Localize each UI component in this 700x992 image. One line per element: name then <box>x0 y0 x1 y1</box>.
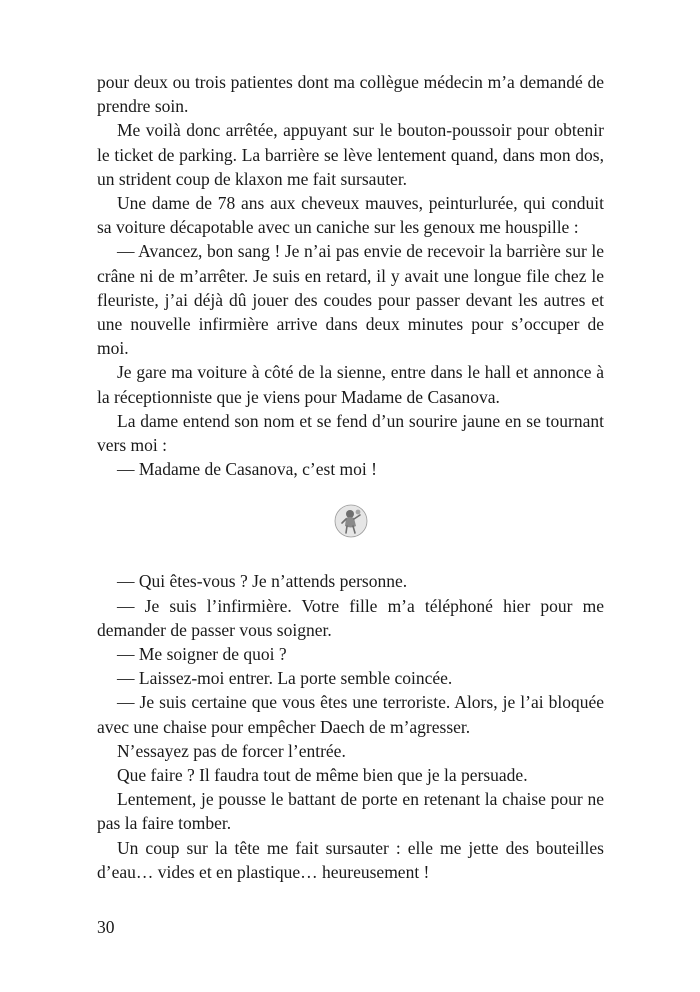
paragraph: — Je suis l’infirmière. Votre fille m’a téléphoné hier pour me demander de passer vous soigner. <box>97 595 604 640</box>
paragraph: — Madame de Casanova, c’est moi ! <box>117 459 377 480</box>
figure-vignette-icon <box>334 504 368 538</box>
paragraph: La dame entend son nom et se fend d’un sourire jaune en se tournant vers moi : <box>97 410 604 456</box>
page-number: 30 <box>97 917 115 937</box>
paragraph: N’essayez pas de forcer l’entrée. <box>117 740 346 761</box>
paragraph: Un coup sur la tête me fait sursauter : elle me jette des bouteilles d’eau… vides et en plastique… heureusement ! <box>97 837 604 882</box>
paragraph: Je gare ma voiture à côté de la sienne, entre dans le hall et annonce à la réceptionniste que je viens pour Madame de Casanova. <box>97 362 604 407</box>
text-section-1 <box>97 70 604 481</box>
paragraph: — Avancez, bon sang ! Je n’ai pas envie de recevoir la barrière sur le crâne ni de m’arrêter. Je suis en retard, il y avait une longue file chez le fleuriste, j’ai déjà dû jouer des coudes pour passer devant les autres et une nouvelle infirmière arrive dans deux minutes pour s’occuper de moi. <box>97 241 604 359</box>
paragraph: Lentement, je pousse le battant de porte en retenant la chaise pour ne pas la faire tomber. <box>97 789 604 834</box>
paragraph: — Me soigner de quoi ? <box>117 644 287 665</box>
paragraph: Que faire ? Il faudra tout de même bien que je la persuade. <box>117 765 528 786</box>
paragraph: — Qui êtes-vous ? Je n’attends personne. <box>117 571 408 592</box>
paragraph: Une dame de 78 ans aux cheveux mauves, peinturlurée, qui conduit sa voiture décapotable avec un caniche sur les genoux me houspille : <box>97 193 604 238</box>
paragraph: pour deux ou trois patientes dont ma collègue médecin m’a demandé de prendre soin. <box>97 72 604 117</box>
paragraph: Me voilà donc arrêtée, appuyant sur le bouton-poussoir pour obtenir le ticket de parking. La barrière se lève lentement quand, dans mon dos, un strident coup de klaxon me fait sursauter. <box>97 120 604 189</box>
page-body <box>97 70 604 884</box>
paragraph: — Je suis certaine que vous êtes une terroriste. Alors, je l’ai bloquée avec une chaise pour empêcher Daech de m’agresser. <box>97 692 604 737</box>
paragraph: — Laissez-moi entrer. La porte semble coincée. <box>117 668 453 689</box>
text-section-2 <box>97 569 604 884</box>
